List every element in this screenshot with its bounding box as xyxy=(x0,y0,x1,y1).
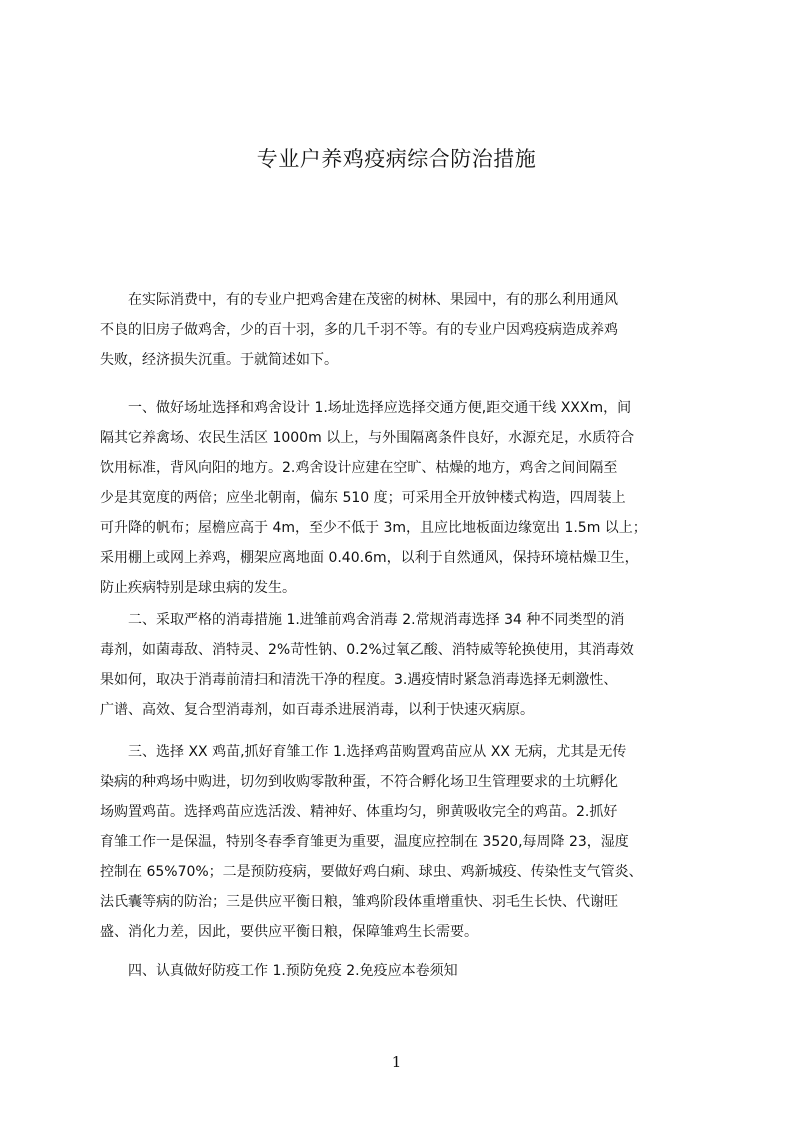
text-line: 饮用标准，背风向阳的地方。2.鸡舍设计应建在空旷、枯燥的地方，鸡舍之间间隔至 xyxy=(100,460,618,476)
text-line: 一、做好场址选择和鸡舍设计 1.场址选择应选择交通方便,距交通干线 XXXm，间 xyxy=(100,400,632,416)
text-line: 广谱、高效、复合型消毒剂，如百毒杀进展消毒，以利于快速灭病原。 xyxy=(100,702,534,718)
text-line: 染病的种鸡场中购进，切勿到收购零散种蛋，不符合孵化场卫生管理要求的土坑孵化 xyxy=(100,774,618,790)
text-line: 采用棚上或网上养鸡，棚架应离地面 0.40.6m，以利于自然通风，保持环境枯燥卫生， xyxy=(100,550,639,566)
paragraph-epidemic-prevention xyxy=(100,956,704,986)
page-number: 1 xyxy=(391,1053,402,1071)
text-line: 三、选择 XX 鸡苗,抓好育雏工作 1.选择鸡苗购置鸡苗应从 XX 无病，尤其是无传 xyxy=(100,744,627,760)
text-line: 控制在 65%70%；二是预防疫病，要做好鸡白痢、球虫、鸡新城疫、传染性支气管炎、 xyxy=(100,864,643,880)
text-line: 盛、消化力差，因此，要供应平衡日粮，保障雏鸡生长需要。 xyxy=(100,924,478,940)
text-line: 在实际消费中，有的专业户把鸡舍建在茂密的树林、果园中，有的那么利用通风 xyxy=(100,292,618,308)
paragraph-site-selection xyxy=(100,393,704,603)
text-line: 毒剂，如菌毒敌、消特灵、2%苛性钠、0.2%过氧乙酸、消特威等轮换使用，其消毒效 xyxy=(100,642,634,658)
text-line: 场购置鸡苗。选择鸡苗应选活泼、精神好、体重均匀，卵黄吸收完全的鸡苗。2.抓好 xyxy=(100,804,618,820)
text-line: 不良的旧房子做鸡舍，少的百十羽，多的几千羽不等。有的专业户因鸡疫病造成养鸡 xyxy=(100,322,618,338)
text-line: 少是其宽度的两倍；应坐北朝南，偏东 510 度；可采用全开放钟楼式构造，四周装上 xyxy=(100,490,626,506)
paragraph-disinfection xyxy=(100,605,704,725)
text-line: 法氏囊等病的防治；三是供应平衡日粮，雏鸡阶段体重增重快、羽毛生长快、代谢旺 xyxy=(100,894,618,910)
text-line: 隔其它养禽场、农民生活区 1000m 以上，与外围隔离条件良好，水源充足，水质符合 xyxy=(100,430,635,446)
paragraph-chick-selection xyxy=(100,737,704,947)
text-line: 育雏工作一是保温，特别冬春季育雏更为重要，温度应控制在 3520,每周降 23，湿度 xyxy=(100,834,629,850)
text-line: 防止疾病特别是球虫病的发生。 xyxy=(100,580,296,596)
document-title: 专业户养鸡疫病综合防治措施 xyxy=(256,147,537,171)
paragraph-intro xyxy=(100,285,704,375)
text-line: 果如何，取决于消毒前清扫和清洗干净的程度。3.遇疫情时紧急消毒选择无刺激性、 xyxy=(100,672,618,688)
text-line: 可升降的帆布；屋檐应高于 4m，至少不低于 3m，且应比地板面边缘宽出 1.5m 以上； xyxy=(100,520,647,536)
text-line: 四、认真做好防疫工作 1.预防免疫 2.免疫应本卷须知 xyxy=(100,963,458,979)
text-line: 二、采取严格的消毒措施 1.进雏前鸡舍消毒 2.常规消毒选择 34 种不同类型的消 xyxy=(100,612,625,628)
text-line: 失败，经济损失沉重。于就简述如下。 xyxy=(100,352,338,368)
